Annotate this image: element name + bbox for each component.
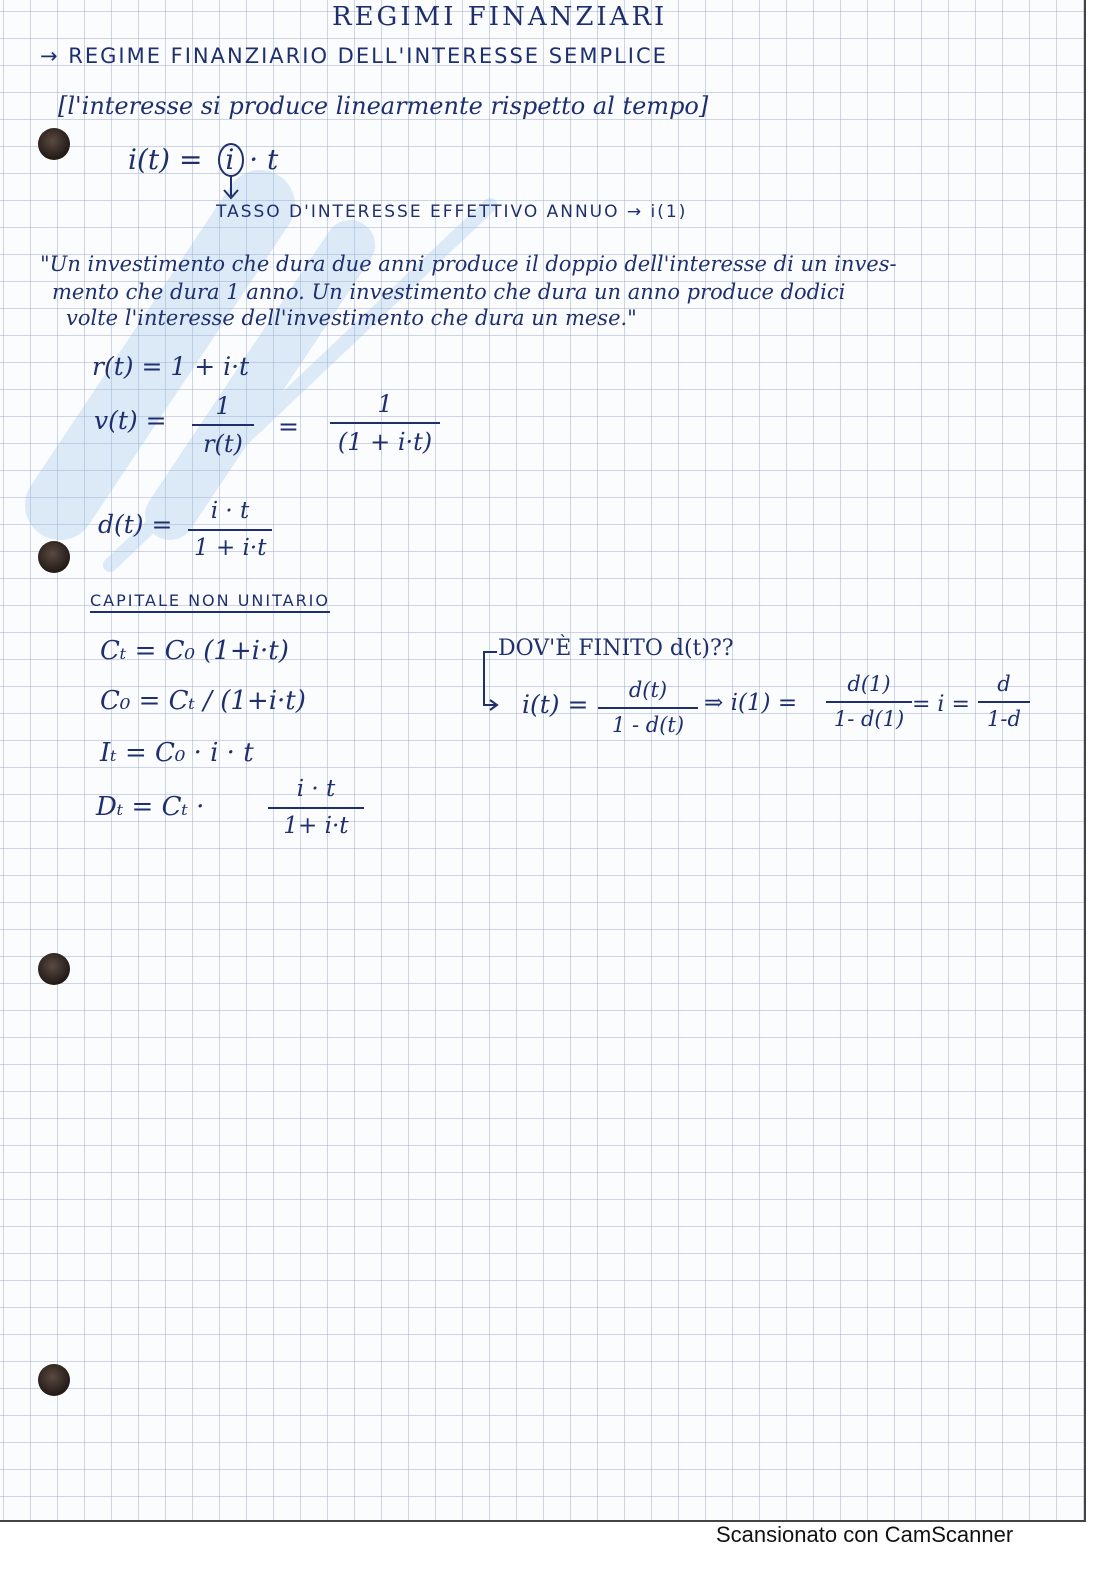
page-title: REGIMI FINANZIARI bbox=[332, 2, 668, 32]
camscanner-footer: Scansionato con CamScanner bbox=[716, 1522, 1014, 1547]
formula-v-fraction-2 bbox=[330, 392, 440, 454]
formula-i-of-t bbox=[128, 143, 279, 176]
formula-v-equals: = bbox=[278, 412, 299, 441]
side-note-f1-den: 1 - d(t) bbox=[598, 707, 698, 736]
side-note-fraction-1 bbox=[598, 680, 698, 736]
side-note-f2-num: d(1) bbox=[847, 672, 891, 696]
formula-v-fraction-1 bbox=[192, 394, 254, 456]
side-note-f1-num: d(t) bbox=[628, 678, 668, 702]
quote-line-1: "Un investimento che dura due anni produce il doppio dell'interesse di un inves- bbox=[40, 252, 897, 276]
quote-line-3: volte l'interesse dell'investimento che dura un mese." bbox=[66, 306, 637, 330]
formula-i-rhs: · t bbox=[249, 143, 279, 176]
rate-label: TASSO D'INTERESSE EFFETTIVO ANNUO → i(1) bbox=[216, 202, 688, 222]
quote-line-2: mento che dura 1 anno. Un investimento che dura un anno produce dodici bbox=[52, 280, 846, 304]
formula-it: Iₜ = C₀ · i · t bbox=[100, 738, 254, 768]
formula-dt-num: i · t bbox=[296, 776, 336, 802]
formula-d-fraction bbox=[188, 500, 272, 560]
formula-ct: Cₜ = C₀ (1+i·t) bbox=[100, 636, 289, 666]
formula-r-of-t: r(t) = 1 + i·t bbox=[92, 352, 250, 381]
formula-v-f2-num: 1 bbox=[377, 390, 393, 418]
formula-d-lhs: d(t) = bbox=[98, 510, 173, 539]
side-note-fraction-3 bbox=[978, 674, 1030, 730]
side-note-equals: = i = bbox=[912, 692, 970, 717]
formula-dt-den: 1+ i·t bbox=[268, 807, 364, 838]
formula-v-f2-den: (1 + i·t) bbox=[330, 422, 440, 454]
formula-d-den: 1 + i·t bbox=[188, 529, 272, 560]
formula-i-lhs: i(t) = bbox=[128, 143, 203, 176]
formula-d-num: i · t bbox=[210, 498, 250, 524]
formula-v-f1-num: 1 bbox=[215, 392, 231, 420]
side-note-f3-num: d bbox=[997, 672, 1011, 696]
side-note-f2-den: 1- d(1) bbox=[826, 701, 912, 730]
side-note-fraction-2 bbox=[826, 674, 912, 730]
capital-heading: CAPITALE NON UNITARIO bbox=[90, 593, 330, 613]
section-heading: → REGIME FINANZIARIO DELL'INTERESSE SEMPLICE bbox=[40, 44, 668, 68]
formula-dt-lhs: Dₜ = Cₜ · bbox=[96, 792, 205, 822]
formula-v-lhs: v(t) = bbox=[94, 406, 167, 435]
formula-i-circled: i bbox=[225, 143, 235, 176]
side-note-arrow: ⇒ i(1) = bbox=[704, 690, 798, 716]
side-note-f3-den: 1-d bbox=[978, 701, 1030, 730]
side-note-lhs: i(t) = bbox=[522, 690, 589, 719]
formula-dt-fraction bbox=[268, 778, 364, 838]
formula-v-f1-den: r(t) bbox=[192, 424, 254, 456]
side-note-question: DOV'È FINITO d(t)?? bbox=[498, 636, 734, 661]
definition-text: [l'interesse si produce linearmente rispetto al tempo] bbox=[58, 92, 709, 120]
formula-c0: C₀ = Cₜ / (1+i·t) bbox=[100, 686, 306, 716]
